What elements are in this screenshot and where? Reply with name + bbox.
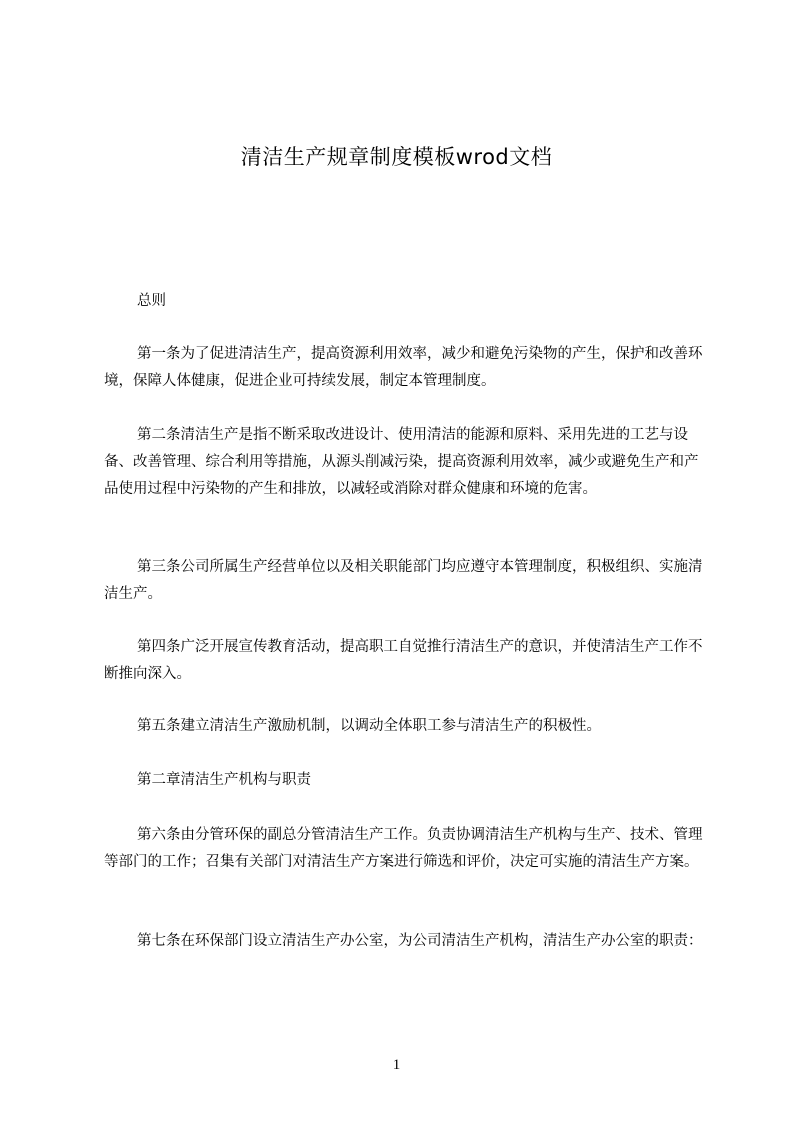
paragraph-article-4: 第四条广泛开展宣传教育活动，提高职工自觉推行清洁生产的意识，并使清洁生产工作不断推向深入。 (104, 639, 703, 682)
section-heading-general: 总则 (137, 293, 166, 309)
paragraph-article-6: 第六条由分管环保的副总分管清洁生产工作。负责协调清洁生产机构与生产、技术、管理等部门的工作；召集有关部门对清洁生产方案进行筛选和评价，决定可实施的清洁生产方案。 (104, 827, 703, 870)
paragraph-article-5: 第五条建立清洁生产激励机制，以调动全体职工参与清洁生产的积极性。 (137, 718, 601, 734)
paragraph-article-2: 第二条清洁生产是指不断采取改进设计、使用清洁的能源和原料、采用先进的工艺与设备、改善管理、综合利用等措施，从源头削减污染，提高资源利用效率，减少或避免生产和产品使用过程中污染物的产生和排放，以减轻或消除对群众健康和环境的危害。 (104, 427, 699, 497)
paragraph-article-3: 第三条公司所属生产经营单位以及相关职能部门均应遵守本管理制度，积极组织、实施清洁生产。 (104, 559, 703, 602)
document-title: 清洁生产规章制度模板wrod文档 (240, 145, 553, 169)
page-number: 1 (392, 1057, 401, 1073)
paragraph-article-7: 第七条在环保部门设立清洁生产办公室，为公司清洁生产机构，清洁生产办公室的职责： (137, 933, 703, 949)
section-heading-chapter-2: 第二章清洁生产机构与职责 (137, 772, 311, 788)
paragraph-article-1: 第一条为了促进清洁生产，提高资源利用效率，减少和避免污染物的产生，保护和改善环境，保障人体健康，促进企业可持续发展，制定本管理制度。 (104, 346, 703, 389)
